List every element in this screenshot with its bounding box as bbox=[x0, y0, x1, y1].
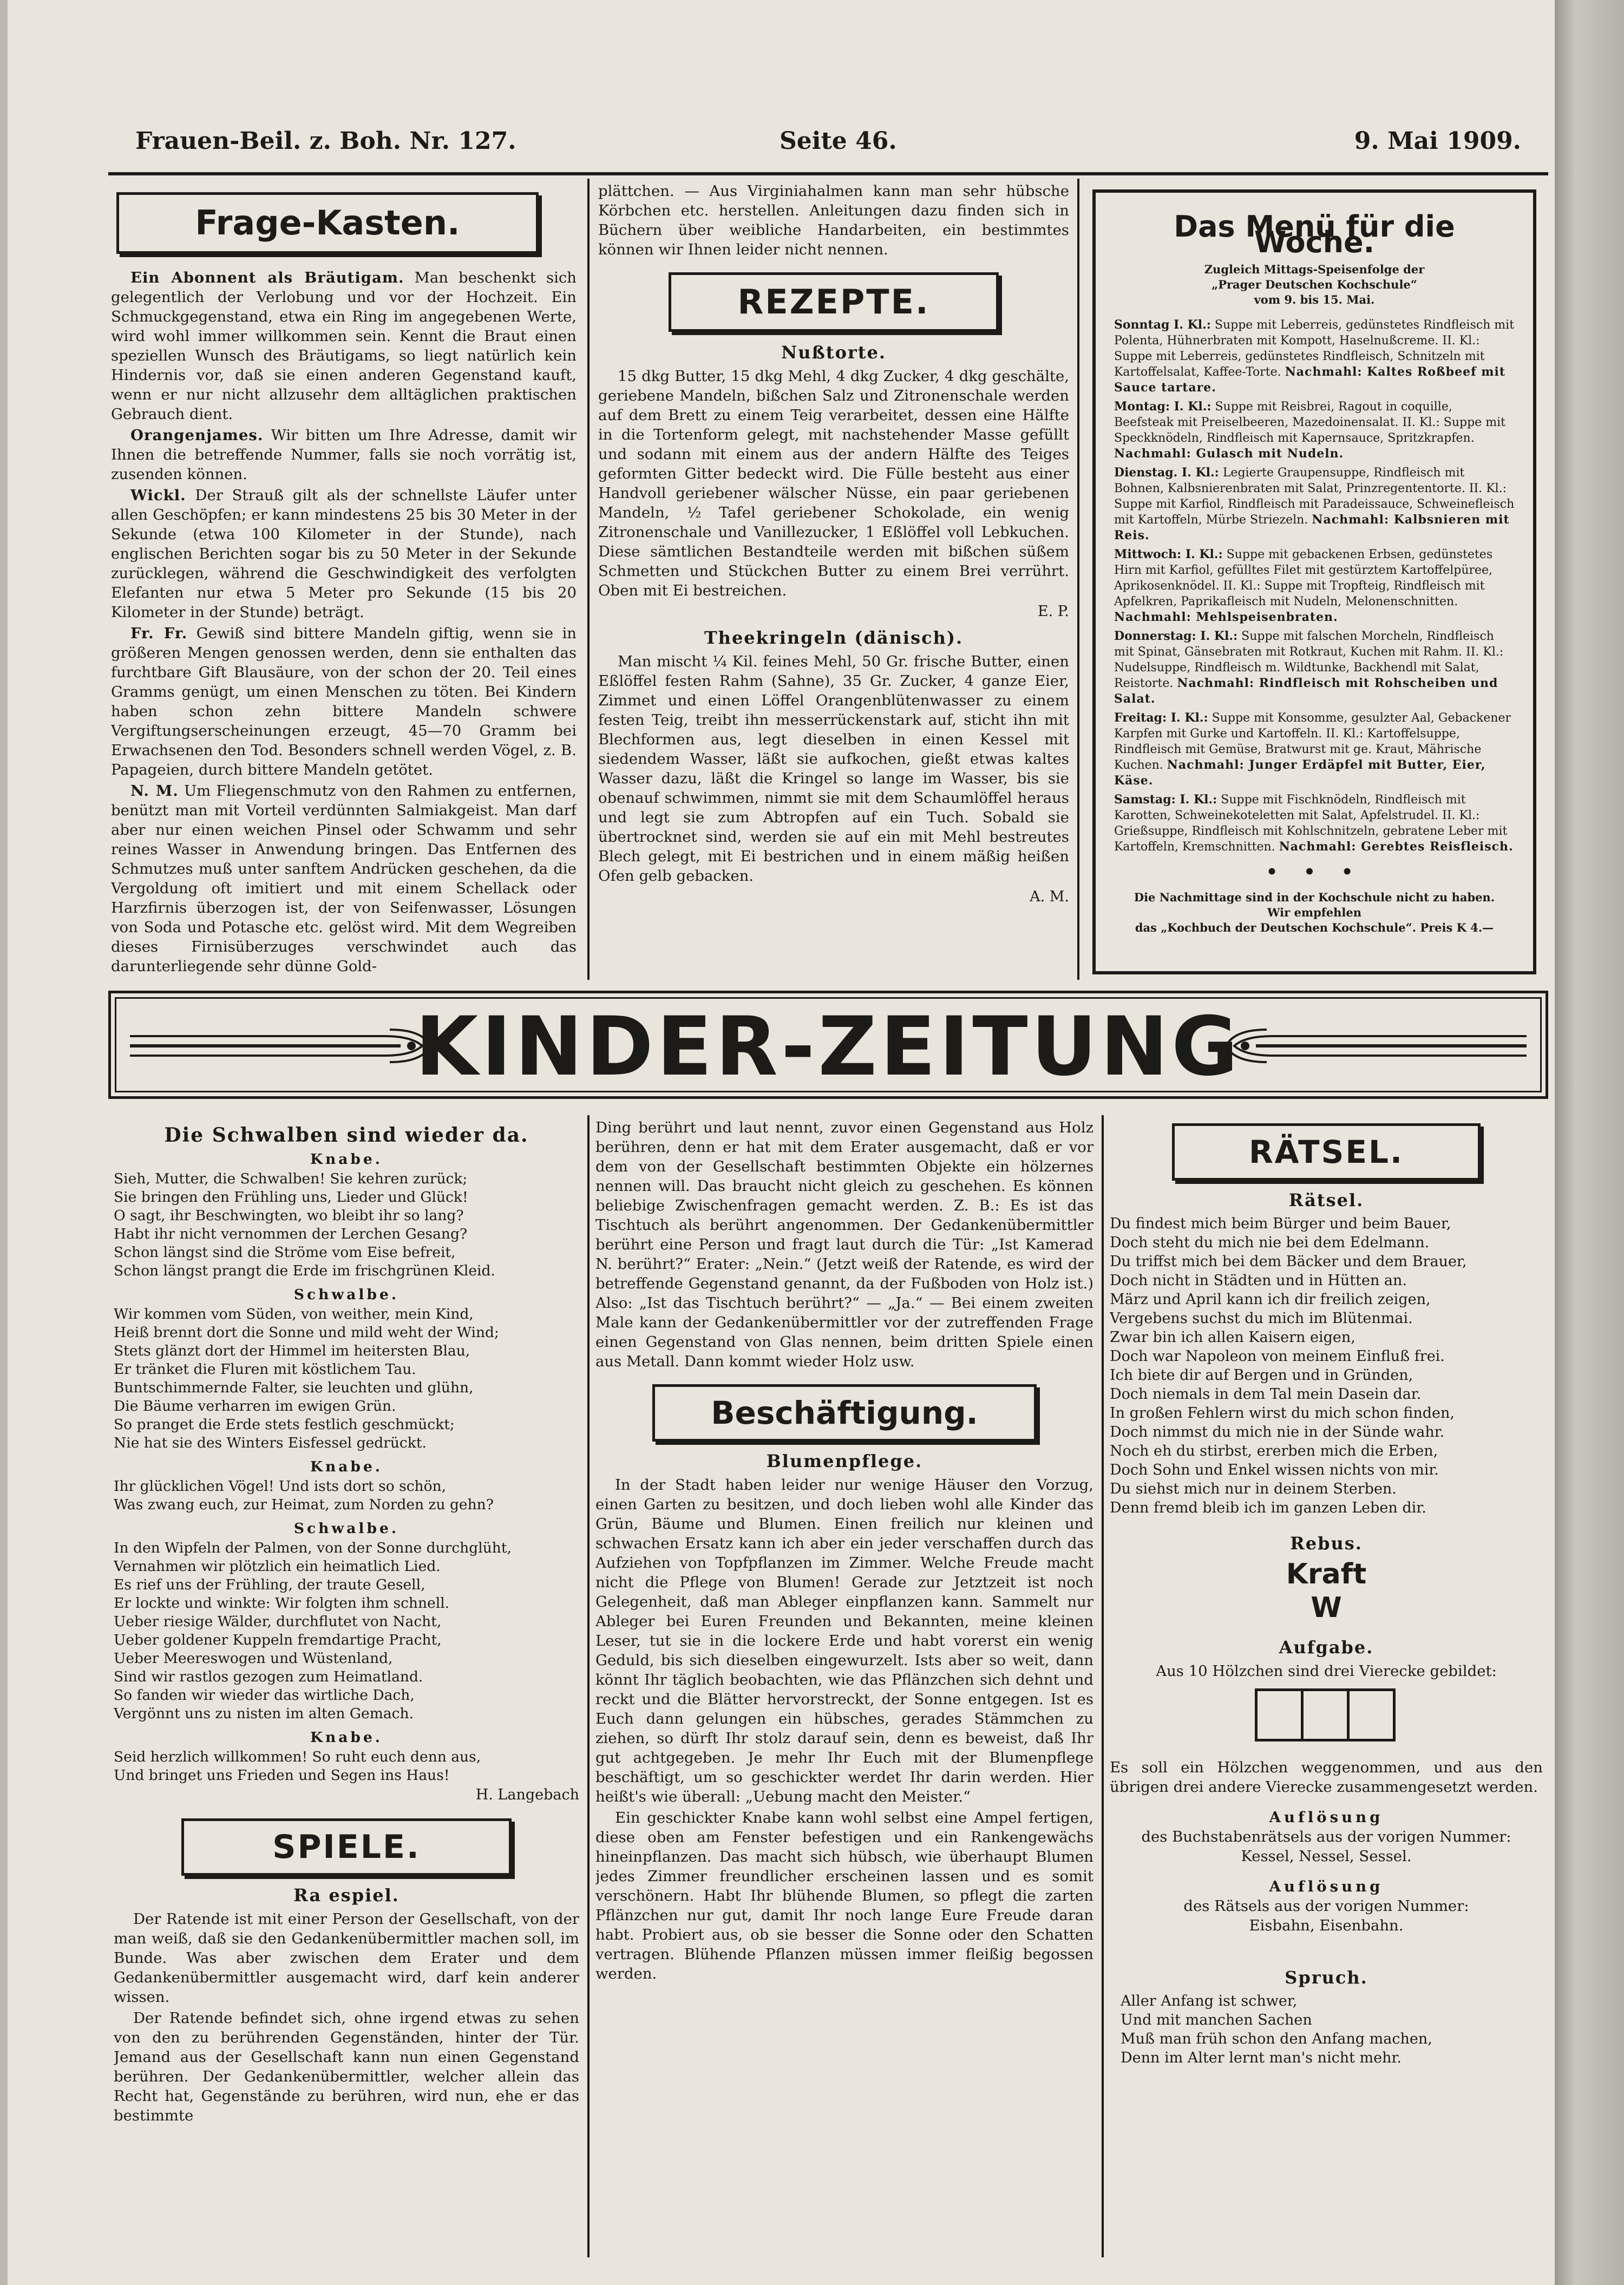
column-rule-1 bbox=[587, 179, 590, 980]
riddle-line: Doch nicht in Städten und in Hütten an. bbox=[1110, 1272, 1407, 1289]
poem-line: Wir kommen vom Süden, von weither, mein Kind, bbox=[114, 1306, 474, 1322]
entry-lead: N. M. bbox=[130, 782, 179, 800]
aufloesung-1-answer: Kessel, Nessel, Sessel. bbox=[1241, 1848, 1412, 1865]
spiele-continued: Ding berührt und laut nennt, zuvor einen Gegenstand aus Holz berühren, denn er hat mit dem Erater ausgemacht, daß er vor dem von der Gesellschaft bestimmten Objekte ein hölzernes nennen will. Das braucht nicht gleich zu geschehen. Es können beliebige Zwischenfragen gemacht werden. Z. B.: Es ist das Tischtuch als berührt angenommen. Der Gedankenübermittler berührt eine Person und fragt laut durch die Tür: „Ist Kamerad N. berührt?“ Erater: „Nein.“ (Jetzt weiß der Ratende, es wird der betreffende Gegenstand genannt, da der Fußboden von Holz ist.) Also: „Ist das Tischtuch berührt?“ — „Ja.“ — Bei einem zweiten Male kann der Gedankenübermittler vor der zutreffenden Frage einen Gegenstand von Glas nennen, beim dritten Spiele einen aus Metall. Dann kommt wieder Holz usw. bbox=[595, 1119, 1093, 1370]
column-rule-2 bbox=[1077, 179, 1079, 980]
day-dishes: Suppe mit Leberreis, gedünstetes Rindfleisch mit Polenta, Hühnerbraten mit Kompott, Haselnußcreme. II. Kl.: Suppe mit Leberreis, gedünstetes Rindfleisch, Schnitzeln mit Kartoffelsalat, Kaffee-Torte. bbox=[1114, 318, 1515, 379]
aufgabe-title: Aufgabe. bbox=[1279, 1637, 1374, 1658]
menu-day bbox=[1114, 317, 1515, 396]
entry-lead: Fr. Fr. bbox=[130, 625, 188, 642]
poem bbox=[114, 1150, 579, 1804]
poem-line: Buntschimmernde Falter, sie leuchten und glühn, bbox=[114, 1379, 474, 1396]
aufgabe-text: Es soll ein Hölzchen weggenommen, und aus den übrigen drei andere Vierecke zusammengesetzt werden. bbox=[1110, 1759, 1543, 1796]
poem-line: O sagt, ihr Beschwingten, wo bleibt ihr so lang? bbox=[114, 1207, 464, 1224]
entry-lead: Wickl. bbox=[130, 487, 186, 504]
question-entry bbox=[111, 268, 577, 424]
beschaeftigung-title: Beschäftigung. bbox=[711, 1394, 978, 1431]
recipe-signature: E. P. bbox=[1037, 603, 1069, 620]
speaker-label: Knabe. bbox=[310, 1729, 383, 1746]
menu-footnote: Die Nachmittage sind in der Kochschule nicht zu haben. bbox=[1134, 891, 1495, 904]
menu-day bbox=[1114, 547, 1515, 625]
poem-title: Die Schwalben sind wieder da. bbox=[164, 1124, 529, 1147]
banner-title: KINDER-ZEITUNG bbox=[415, 1000, 1242, 1094]
kinder-column-1 bbox=[114, 1123, 579, 2260]
beschaeftigung-subtitle: Blumenpflege. bbox=[766, 1451, 923, 1471]
poem-line: Sieh, Mutter, die Schwalben! Sie kehren zurück; bbox=[114, 1170, 468, 1187]
frage-kasten-heading bbox=[116, 192, 539, 254]
spruch-line: Und mit manchen Sachen bbox=[1121, 2012, 1312, 2028]
recipe-title-theekringeln: Theekringeln (dänisch). bbox=[704, 627, 964, 648]
riddle-line: Doch steht du mich nie bei dem Edelmann. bbox=[1110, 1234, 1430, 1251]
rebus-letter: W bbox=[1311, 1592, 1342, 1624]
spruch-line: Aller Anfang ist schwer, bbox=[1121, 1993, 1298, 2009]
poem-line: Sie bringen den Frühling uns, Lieder und Glück! bbox=[114, 1189, 468, 1206]
page-edge-left bbox=[0, 0, 8, 2285]
spiele-paragraph: Der Ratende ist mit einer Person der Gesellschaft, von der man weiß, daß sie den Gedankenübermittler machen soll, im Bunde. Was aber zwischen dem Erater und dem Gedankenübermittler ausgemacht wird, darf kein anderer wissen. bbox=[114, 1910, 579, 2006]
poem-line: Heiß brennt dort die Sonne und mild weht der Wind; bbox=[114, 1324, 499, 1341]
square-1 bbox=[1255, 1688, 1304, 1741]
spruch bbox=[1110, 1992, 1543, 2067]
day-name: Sonntag I. Kl.: bbox=[1114, 318, 1211, 332]
poem-author: H. Langebach bbox=[475, 1786, 579, 1803]
riddle-line: Vergebens suchst du mich im Blütenmai. bbox=[1110, 1310, 1413, 1327]
entry-text: Um Fliegenschmutz von den Rahmen zu entfernen, benützt man mit Vorteil verdünnten Salmiakgeist. Man darf aber nur einen weichen Pinsel oder Schwamm und sehr reines Wasser in Anwendung bringen. Das Entfernen des Schmutzes muß unter sanftem Andrücken geschehen, da die Vergoldung oft imitiert und mit einem Schellack oder Harzfirnis überzogen ist, der von Seifenwasser, Lösungen von Soda und Potasche etc. gelöst wird. Mit dem Wegreiben dieses Firnisüberzuges verschwindet auch das darunterliegende sehr dünne Gold- bbox=[111, 782, 577, 975]
page-number: Seite 46. bbox=[780, 127, 897, 155]
day-name: Montag: I. Kl.: bbox=[1114, 400, 1212, 414]
question-entry bbox=[111, 425, 577, 484]
riddle-line: Doch Sohn und Enkel wissen nichts von mir. bbox=[1110, 1462, 1439, 1478]
header-rule bbox=[108, 172, 1548, 175]
poem-line: Es rief uns der Frühling, der traute Gesell, bbox=[114, 1576, 425, 1593]
riddle-line: Du triffst mich bei dem Bäcker und dem Brauer, bbox=[1110, 1253, 1467, 1270]
riddle bbox=[1110, 1214, 1543, 1517]
poem-line: Ueber Meereswogen und Wüstenland, bbox=[114, 1650, 393, 1667]
menu-day bbox=[1114, 628, 1515, 707]
spiele-title: SPIELE. bbox=[272, 1828, 421, 1866]
column-rule-3 bbox=[587, 1115, 590, 2257]
entry-text: Wir bitten um Ihre Adresse, damit wir Ihnen die betreffende Nummer, falls sie noch vorrätig ist, zusenden können. bbox=[111, 427, 577, 483]
entry-lead: Orangenjames. bbox=[130, 427, 264, 444]
day-nachmahl: Nachmahl: Gerebtes Reisfleisch. bbox=[1279, 840, 1514, 854]
day-name: Freitag: I. Kl.: bbox=[1114, 711, 1208, 725]
day-dishes: Legierte Graupensuppe, Rindfleisch mit Bohnen, Kalbsnierenbraten mit Salat, Prinzregententorte. II. Kl.: Suppe mit Karfiol, Rindfleisch mit Paradeissauce, Schweinefleisch mit Kartoffeln, Mürbe Striezeln. bbox=[1114, 466, 1515, 527]
spiele-subtitle: Ra espiel. bbox=[293, 1885, 400, 1906]
day-name: Donnerstag: I. Kl.: bbox=[1114, 629, 1238, 643]
spruch-title: Spruch. bbox=[1285, 1967, 1368, 1988]
poem-line: Und bringet uns Frieden und Segen ins Haus! bbox=[114, 1767, 450, 1784]
riddle-line: Zwar bin ich allen Kaisern eigen, bbox=[1110, 1329, 1355, 1346]
issue-date: 9. Mai 1909. bbox=[1354, 127, 1521, 155]
column-rule-4 bbox=[1102, 1115, 1104, 2257]
rezepte-heading bbox=[669, 272, 999, 332]
square-2 bbox=[1301, 1688, 1350, 1741]
aufgabe-line: Aus 10 Hölzchen sind drei Vierecke gebildet: bbox=[1156, 1662, 1497, 1680]
menu-date-range: vom 9. bis 15. Mai. bbox=[1254, 293, 1375, 306]
square-3 bbox=[1347, 1688, 1396, 1741]
beschaeftigung-paragraph: In der Stadt haben leider nur wenige Häuser den Vorzug, einen Garten zu besitzen, und doch lieben wohl alle Kinder das Grün, Bäume und Blumen. Einen freilich nur kleinen und schwachen Ersatz kann ich aber ein jeder verschaffen durch das Aufziehen von Topfpflanzen im Zimmer. Welche Freude macht nicht die Pflege von Blumen! Gerade zur Jetztzeit ist noch Gelegenheit, daß man Ableger einpflanzen kann. Sammelt nur Ableger bei Euren Freunden und Bekannten, meine kleinen Leser, tut sie in die lockere Erde und habt vorerst ein wenig Geduld, bis sich dieselben eingewurzelt. Ists aber so weit, dann könnt Ihr täglich beobachten, wie das Pflänzchen sich dehnt und reckt und die Blätter hervorstreckt, der Sonne entgegen. Ist es Euch dann gelungen ein hübsches, gerades Stämmchen zu ziehen, so dürft Ihr stolz darauf sein, denn es beweist, daß Ihr gut achtgegeben. Je mehr Ihr Euch mit der Blumenpflege beschäftigt, um so geschickter werdet Ihr darin werden. Hier heißt's wie überall: „Uebung macht den Meister.“ bbox=[595, 1476, 1093, 1805]
poem-line: Seid herzlich willkommen! So ruht euch denn aus, bbox=[114, 1749, 481, 1765]
beschaeftigung-paragraph: Ein geschickter Knabe kann wohl selbst eine Ampel fertigen, diese oben am Fenster befestigen und ein Rankengewächs hineinpflanzen. Das macht sich hübsch, wie überhaupt Blumen jedes Zimmer freundlicher erscheinen lassen und es somit verschönern. Habt Ihr blühende Blumen, so pflegt die zarten Pflänzchen nur gut, damit Ihr noch lange Eure Freude daran habt. Probiert aus, ob sie besser die Sonne oder den Schatten vertragen. Blühende Pflanzen müssen immer fleißig begossen werden. bbox=[595, 1809, 1093, 1982]
running-head-left: Frauen-Beil. z. Boh. Nr. 127. bbox=[135, 127, 516, 155]
poem-line: Vernahmen wir plötzlich ein heimatlich Lied. bbox=[114, 1558, 441, 1575]
speaker-label: Schwalbe. bbox=[293, 1286, 400, 1303]
rebus-word: Kraft bbox=[1286, 1558, 1367, 1590]
aufloesung-2-sub: des Rätsels aus der vorigen Nummer: bbox=[1183, 1897, 1469, 1915]
riddle-line: Noch eh du stirbst, ererben mich die Erben, bbox=[1110, 1443, 1438, 1459]
speaker-label: Knabe. bbox=[310, 1458, 383, 1475]
frage-kasten-column bbox=[111, 187, 577, 980]
aufloesung-2-answer: Eisbahn, Eisenbahn. bbox=[1249, 1917, 1404, 1934]
raetsel-title: RÄTSEL. bbox=[1249, 1134, 1404, 1170]
day-nachmahl: Nachmahl: Mehlspeisenbraten. bbox=[1114, 610, 1338, 624]
menu-recommend: Wir empfehlen bbox=[1267, 906, 1362, 919]
riddle-line: Du siehst mich nur in deinem Sterben. bbox=[1110, 1481, 1397, 1497]
poem-line: So pranget die Erde stets festlich geschmückt; bbox=[114, 1416, 455, 1433]
running-head bbox=[135, 127, 1521, 165]
speaker-label: Schwalbe. bbox=[293, 1520, 400, 1537]
poem-line: Sind wir rastlos gezogen zum Heimatland. bbox=[114, 1668, 423, 1685]
day-name: Dienstag. I. Kl.: bbox=[1114, 466, 1219, 480]
poem-line: Stets glänzt dort der Himmel im heitersten Blau, bbox=[114, 1343, 470, 1359]
day-nachmahl: Nachmahl: Kalbsnieren mit Reis. bbox=[1114, 513, 1510, 542]
day-nachmahl: Nachmahl: Kaltes Roßbeef mit Sauce tartare. bbox=[1114, 365, 1506, 395]
day-dishes: Suppe mit Fischknödeln, Rindfleisch mit Karotten, Schweinekoteletten mit Salat, Apfelstrudel. II. Kl.: Grießsuppe, Rindfleisch mit Kohlschnitzeln, gebratene Leber mit Kartoffeln, Kremschnitten. bbox=[1114, 793, 1508, 854]
spiele-heading bbox=[181, 1818, 512, 1876]
day-nachmahl: Nachmahl: Rindfleisch mit Rohscheiben und Salat. bbox=[1114, 676, 1498, 706]
menu-subtitle-1: Zugleich Mittags-Speisenfolge der bbox=[1204, 263, 1425, 276]
spruch-line: Muß man früh schon den Anfang machen, bbox=[1121, 2031, 1432, 2047]
poem-line: Vergönnt uns zu nisten im alten Gemach. bbox=[114, 1705, 414, 1722]
kinder-column-3 bbox=[1110, 1123, 1543, 2260]
question-entry bbox=[111, 781, 577, 976]
poem-line: So fanden wir wieder das wirtliche Dach, bbox=[114, 1687, 415, 1704]
menu-subtitle-2: „Prager Deutschen Kochschule“ bbox=[1212, 278, 1417, 291]
riddle-line: Doch war Napoleon von meinem Einfluß frei. bbox=[1110, 1348, 1445, 1365]
menu-title: Das Menü für die Woche. bbox=[1174, 209, 1455, 259]
riddle-line: Doch niemals in dem Tal mein Dasein dar. bbox=[1110, 1386, 1422, 1403]
aufloesung-1-title: Auflösung bbox=[1269, 1809, 1384, 1826]
poem-line: Schon längst sind die Ströme vom Eise befreit, bbox=[114, 1244, 456, 1261]
continued-answer: plättchen. — Aus Virginiahalmen kann man sehr hübsche Körbchen etc. herstellen. Anleitungen dazu finden sich in Büchern über weibliche Handarbeiten, ein bestimmtes können wir Ihnen leider nicht nennen. bbox=[598, 182, 1069, 258]
recipe-text-theekringeln: Man mischt ¼ Kil. feines Mehl, 50 Gr. frische Butter, einen Eßlöffel festen Rahm (Sahne), 35 Gr. Zucker, 4 ganze Eier, Zimmet und einen Löffel Orangenblütenwasser zu einem festen Teig, treibt ihn messerrückenstark auf, sticht ihn mit Blechformen aus, legt dieselben in einen Kessel mit siedendem Wasser, läßt sie aufkochen, gießt etwas kaltes Wasser dazu, läßt die Kringel so lange im Wasser, bis sie obenauf schwimmen, nimmt sie mit dem Schaumlöffel heraus und legt sie zum Abtropfen auf ein Tuch. Sobald sie übertrocknet sind, werden sie auf ein mit Mehl bestreutes Blech gelegt, mit Ei bestrichen und in einem mäßig heißen Ofen gelb gebacken. bbox=[598, 653, 1069, 885]
poem-line: Schon längst prangt die Erde im frischgrünen Kleid. bbox=[114, 1262, 495, 1279]
menu-cookbook-ad: das „Kochbuch der Deutschen Kochschule“. Preis K 4.— bbox=[1135, 921, 1494, 934]
menu-box bbox=[1092, 189, 1536, 974]
poem-line: Ueber riesige Wälder, durchflutet von Nacht, bbox=[114, 1613, 442, 1630]
menu-day bbox=[1114, 465, 1515, 544]
beschaeftigung-heading bbox=[652, 1384, 1037, 1442]
poem-line: In den Wipfeln der Palmen, von der Sonne durchglüht, bbox=[114, 1540, 512, 1556]
day-name: Mittwoch: I. Kl.: bbox=[1114, 547, 1223, 561]
riddle-line: Doch nimmst du mich nie in der Sünde wahr. bbox=[1110, 1424, 1445, 1441]
entry-text: Gewiß sind bittere Mandeln giftig, wenn sie in größeren Mengen genossen werden, denn sie enthalten das furchtbare Gift Blausäure, von der schon der 20. Teil eines Gramms genügt, um einen Menschen zu töten. Bei Kindern haben schon zehn bittere Mandeln schwere Vergiftungserscheinungen erzeugt, 45—70 Gramm bei Erwachsenen den Tod. Besonders schnell werden Vögel, z. B. Papageien, durch bittere Mandeln getötet. bbox=[111, 625, 577, 778]
menu-day bbox=[1114, 399, 1515, 462]
riddle-title: Rätsel. bbox=[1288, 1190, 1364, 1210]
frage-kasten-title: Frage-Kasten. bbox=[195, 203, 460, 243]
question-entry bbox=[111, 486, 577, 622]
recipe-signature: A. M. bbox=[1030, 888, 1069, 905]
entry-text: Der Strauß gilt als der schnellste Läufer unter allen Geschöpfen; er kann mindestens 25 bis 30 Meter in der Sekunde (etwa 100 Kilometer in der Stunde), nach englischen Berichten sogar bis zu 50 Meter in der Sekunde zurücklegen, während die Geschwindigkeit des verfolgten Elefanten nur etwa 5 Meter pro Sekunde (15 bis 20 Kilometer in der Stunde) beträgt. bbox=[111, 487, 577, 621]
riddle-line: In großen Fehlern wirst du mich schon finden, bbox=[1110, 1405, 1455, 1422]
day-name: Samstag: I. Kl.: bbox=[1114, 793, 1217, 807]
menu-day bbox=[1114, 792, 1515, 855]
poem-line: Ueber goldener Kuppeln fremdartige Pracht, bbox=[114, 1632, 442, 1648]
poem-line: Er lockte und winkte: Wir folgten ihm schnell. bbox=[114, 1595, 450, 1612]
poem-line: Nie hat sie des Winters Eisfessel gedrückt. bbox=[114, 1435, 427, 1451]
rezepte-title: REZEPTE. bbox=[737, 282, 930, 322]
matchstick-squares bbox=[1110, 1688, 1543, 1741]
day-dishes: Suppe mit Konsomme, gesulzter Aal, Gebackener Karpfen mit Gurke und Kartoffeln. II. Kl.: Kartoffelsuppe, Rindfleisch mit Gemüse, Bratwurst mit ge. Kraut, Mährische Kuchen. bbox=[1114, 711, 1511, 772]
riddle-line: Du findest mich beim Bürger und beim Bauer, bbox=[1110, 1215, 1451, 1232]
poem-line: Habt ihr nicht vernommen der Lerchen Gesang? bbox=[114, 1226, 468, 1242]
question-entry bbox=[111, 624, 577, 780]
riddle-line: Denn fremd bleib ich im ganzen Leben dir. bbox=[1110, 1500, 1426, 1516]
rebus-title: Rebus. bbox=[1290, 1533, 1363, 1554]
spiele-paragraph: Der Ratende befindet sich, ohne irgend etwas zu sehen von den zu berührenden Gegenständen, hinter der Tür. Jemand aus der Gesellschaft kann nun einen Gegenstand berühren. Der Gedankenübermittler, welcher allein das Recht hat, Gegenstände zu berühren, wird nun, ehe er das bestimmte bbox=[114, 2009, 579, 2124]
riddle-line: März und April kann ich dir freilich zeigen, bbox=[1110, 1291, 1431, 1308]
day-nachmahl: Nachmahl: Gulasch mit Nudeln. bbox=[1114, 447, 1344, 461]
spruch-line: Denn im Alter lernt man's nicht mehr. bbox=[1121, 2050, 1402, 2066]
recipe-text-nusstorte: 15 dkg Butter, 15 dkg Mehl, 4 dkg Zucker, 4 dkg geschälte, geriebene Mandeln, bißchen Salz und Zitronenschale werden auf dem Brett zu einem Teig verarbeitet, dessen eine Hälfte in die Tortenform gelegt, mit nachstehender Masse gefüllt und sodann mit einem aus der andern Hälfte des Teiges geformten Gitter bedeckt wird. Die Fülle besteht aus einer Handvoll geriebener wälscher Nüsse, ein paar geriebenen Mandeln, ½ Tafel geriebener Schokolade, ein wenig Zitronenschale und Vanillezucker, 1 Eßlöffel voll Lebkuchen. Diese sämtlichen Bestandteile werden mit bißchen süßem Schmetten und Stückchen Butter zu einem Brei verrührt. Oben mit Ei bestreichen. bbox=[598, 368, 1069, 599]
aufloesung-2-title: Auflösung bbox=[1269, 1878, 1384, 1895]
day-nachmahl: Nachmahl: Junger Erdäpfel mit Butter, Eier, Käse. bbox=[1114, 758, 1486, 788]
aufloesung-1-sub: des Buchstabenrätsels aus der vorigen Nummer: bbox=[1141, 1828, 1511, 1845]
kinder-zeitung-banner bbox=[108, 991, 1548, 1099]
menu-day bbox=[1114, 710, 1515, 789]
day-dishes: Suppe mit gebackenen Erbsen, gedünstetes Hirn mit Karfiol, gefülltes Filet mit gestürztem Kartoffelpüree, Aprikosenknödel. II. Kl.: Suppe mit Tropfteig, Rindfleisch mit Apfelkren, Paprikafleisch mit Nudeln, Melonenschnitten. bbox=[1114, 548, 1493, 608]
raetsel-heading bbox=[1172, 1123, 1481, 1181]
divider-stars: • • • bbox=[1266, 861, 1363, 883]
day-dishes: Suppe mit falschen Morcheln, Rindfleisch mit Spinat, Gänsebraten mit Rotkraut, Kuchen mit Rahm. II. Kl.: Nudelsuppe, Rindfleisch m. Wildtunke, Backhendl mit Salat, Reistorte. bbox=[1114, 630, 1504, 690]
entry-text: Man beschenkt sich gelegentlich der Verlobung und vor der Hochzeit. Ein Schmuckgegenstand, etwa ein Ring im angegebenen Werte, wird wohl immer willkommen sein. Kennt die Braut einen speziellen Wunsch des Bräutigams, so liegt natürlich kein Hindernis vor, daß sie einen anderen Gegenstand kauft, wenn er nur nicht allzusehr dem alltäglichen praktischen Gebrauch dient. bbox=[111, 269, 577, 423]
poem-line: Was zwang euch, zur Heimat, zum Norden zu gehn? bbox=[114, 1496, 494, 1513]
riddle-line: Ich biete dir auf Bergen und in Gründen, bbox=[1110, 1367, 1413, 1384]
poem-line: Er tränket die Fluren mit köstlichem Tau. bbox=[114, 1361, 416, 1378]
poem-line: Die Bäume verharren im ewigen Grün. bbox=[114, 1398, 396, 1415]
speaker-label: Knabe. bbox=[310, 1151, 383, 1168]
day-dishes: Suppe mit Reisbrei, Ragout in coquille, Beefsteak mit Preiselbeeren, Mazedoinensalat. II. Kl.: Suppe mit Speckknödeln, Rindfleisch mit Kapernsauce, Spritzkrapfen. bbox=[1114, 400, 1505, 445]
scan-strip bbox=[1555, 0, 1624, 2285]
kinder-column-2 bbox=[595, 1118, 1093, 2260]
recipe-title-nusstorte: Nußtorte. bbox=[781, 342, 887, 363]
poem-line: Ihr glücklichen Vögel! Und ists dort so schön, bbox=[114, 1478, 447, 1495]
rezepte-column bbox=[598, 181, 1069, 980]
entry-lead: Ein Abonnent als Bräutigam. bbox=[130, 269, 404, 286]
